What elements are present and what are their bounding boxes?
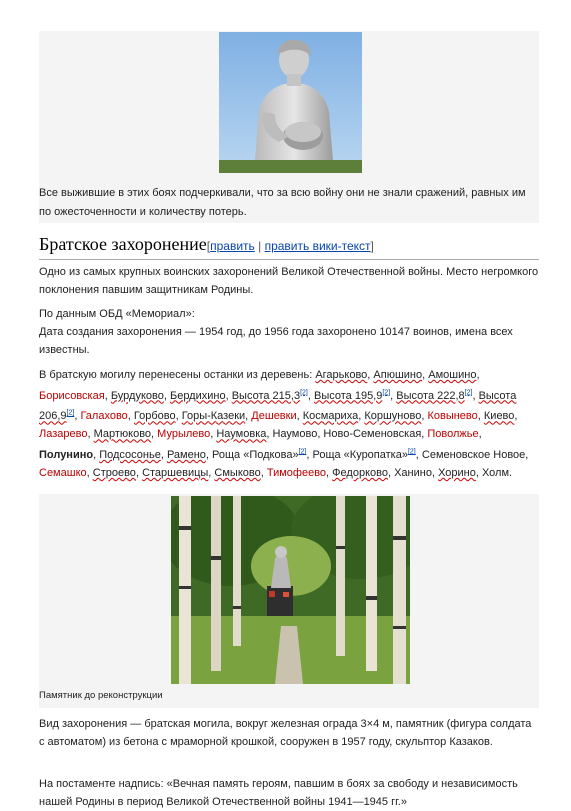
village-text: ,: [260, 466, 267, 479]
village-name: Горы-Казеки: [181, 410, 246, 423]
village-text: ,: [86, 466, 93, 479]
village-text: ,: [208, 466, 215, 479]
villages-intro: В братскую могилу перенесены останки из деревень:: [39, 369, 313, 381]
village-name: Федорково: [332, 466, 388, 479]
village-text: ,: [358, 410, 365, 423]
village-text: ,: [367, 369, 374, 381]
bracket-open: [: [206, 239, 211, 253]
bracket-close: ]: [370, 239, 374, 253]
village-text: ,: [127, 410, 134, 423]
village-text: ,: [225, 389, 232, 402]
village-name: Наумовка: [216, 428, 267, 441]
village-text: ,: [245, 410, 252, 423]
village-text: ,: [296, 410, 303, 423]
reference-link[interactable]: [2]: [382, 389, 391, 396]
village-name: Космариха: [302, 410, 359, 423]
reference-link[interactable]: [2]: [464, 389, 473, 396]
village-text: ,: [390, 389, 397, 402]
village-text: ,: [476, 369, 480, 381]
village-text: ,: [421, 410, 428, 423]
reference-link[interactable]: [2]: [298, 448, 307, 456]
inscription-paragraph: На постаменте надпись: «Вечная память героям, павшим в боях за свободу и независимость нашей Родины в период Великой Отечественной войны 1941—1945 гг.»: [39, 778, 518, 808]
village-text: ,: [74, 410, 81, 423]
figure1-caption: Все выжившие в этих боях подчеркивали, что за всю войну они не знали сражений, равных им по ожесточенности и количеству потерь.: [39, 187, 526, 218]
village-name: Киево: [483, 410, 515, 423]
village-text: , Семеновское Новое,: [415, 448, 529, 461]
village-name: Высота 195,9: [314, 389, 383, 402]
village-name: Мартюково: [93, 428, 152, 441]
village-name-bold: Полунино: [39, 448, 94, 461]
village-text: ,: [478, 428, 482, 441]
village-redlink[interactable]: Поволжье: [427, 428, 479, 441]
village-text: ,: [87, 428, 94, 441]
village-redlink[interactable]: Мурылево: [157, 428, 211, 441]
village-text: , Холм.: [475, 466, 513, 479]
village-redlink[interactable]: Галахово: [80, 410, 128, 423]
village-redlink[interactable]: Лазарево: [39, 428, 88, 441]
village-text: , Роща «Подкова»: [205, 448, 299, 461]
village-text: ,: [210, 428, 217, 441]
obd-data-line: Дата создания захоронения — 1954 год, до 1956 года захоронено 10147 воинов, имена всех известны.: [39, 326, 513, 356]
village-text: ,: [477, 410, 484, 423]
intro-paragraph: Одно из самых крупных воинских захоронений Великой Отечественной войны. Место негромкого поклонения павшим защитникам Родины.: [39, 266, 539, 296]
reference-link[interactable]: [2]: [300, 389, 308, 396]
village-redlink[interactable]: Дешевки: [251, 410, 297, 423]
village-name: Высота 215,3: [231, 389, 301, 402]
village-text: ,: [135, 466, 143, 479]
village-text: ,: [151, 428, 158, 441]
village-text: , Наумово, Ново-Семеновская,: [266, 428, 428, 441]
reference-link[interactable]: [2]: [407, 448, 416, 456]
village-text: , Ханино,: [387, 466, 439, 479]
village-text: ,: [160, 448, 167, 461]
edit-separator: |: [254, 239, 265, 253]
edit-link[interactable]: править: [210, 239, 255, 253]
village-name: Агарьково: [315, 369, 368, 381]
section-heading: [39, 232, 539, 260]
edit-source-link[interactable]: править вики-текст: [264, 239, 371, 253]
reference-link[interactable]: [2]: [66, 409, 75, 417]
village-name: Высота 206,9: [39, 389, 517, 423]
village-text: ,: [307, 389, 314, 402]
village-text: ,: [104, 389, 111, 402]
memorial-before-reconstruction-photo[interactable]: [171, 496, 410, 684]
burial-type-paragraph: Вид захоронения — братская могила, вокруг железная ограда 3×4 м, памятник (фигура солдата с автоматом) из бетона с мраморной крошкой, сооружен в 1957 году, скульптор Казаков.: [39, 718, 532, 748]
village-name: Бурдуково: [110, 389, 164, 402]
village-text: ,: [514, 410, 518, 423]
village-name: Коршуново: [364, 410, 422, 423]
figure2-caption: Памятник до реконструкции: [39, 690, 163, 701]
village-redlink[interactable]: Борисовская: [39, 389, 105, 402]
village-name: Старшевицы: [142, 466, 209, 479]
villages-list: [39, 369, 528, 479]
monument-photo-image: [219, 32, 362, 173]
monument-photo[interactable]: [219, 32, 362, 173]
village-name: Амошино: [428, 369, 477, 381]
village-name: Бердихино: [169, 389, 226, 402]
village-redlink[interactable]: Ковынево: [427, 410, 478, 423]
village-name: Подсосонье: [99, 448, 161, 461]
village-text: ,: [163, 389, 170, 402]
village-name: Смыково: [214, 466, 261, 479]
village-text: , Роща «Куропатка»: [306, 448, 408, 461]
village-name: Хорино: [438, 466, 476, 479]
village-name: Рамено: [166, 448, 206, 461]
village-text: ,: [472, 389, 479, 402]
village-text: ,: [326, 466, 333, 479]
village-name: Строево: [92, 466, 136, 479]
village-redlink[interactable]: Тимофеево: [266, 466, 327, 479]
edit-section: [207, 239, 374, 253]
village-name: Горбово: [133, 410, 176, 423]
village-text: ,: [175, 410, 182, 423]
village-text: ,: [422, 369, 429, 381]
village-text: ,: [93, 448, 100, 461]
obd-paragraph: [39, 305, 539, 359]
village-name: Апюшино: [373, 369, 423, 381]
village-name: Высота 222,8: [396, 389, 465, 402]
village-redlink[interactable]: Семашко: [39, 466, 87, 479]
obd-source-line: По данным ОБД «Мемориал»:: [39, 308, 195, 320]
section-title: Братское захоронение: [39, 234, 207, 254]
memorial-photo-image: [171, 496, 410, 684]
villages-paragraph: [39, 366, 539, 482]
